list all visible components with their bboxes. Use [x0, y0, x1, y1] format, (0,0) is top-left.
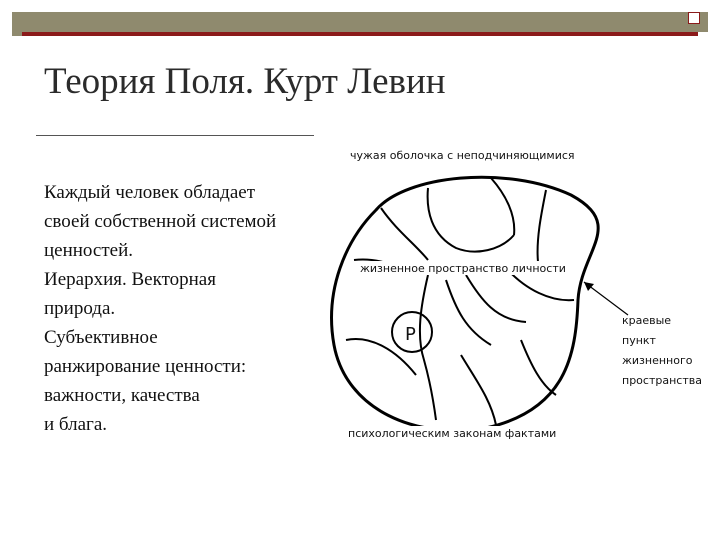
- label-psych-facts: психологическим законам фактами: [348, 427, 557, 440]
- region-line: [420, 275, 436, 420]
- top-accent-line: [22, 32, 698, 36]
- body-line: и блага.: [44, 414, 108, 435]
- corner-square-outline: [688, 12, 700, 24]
- slide-top-decoration: [0, 0, 720, 46]
- life-space-diagram: [316, 140, 706, 450]
- slide-title: Теория Поля. Курт Левин: [44, 61, 446, 102]
- body-line: природа.: [44, 298, 116, 319]
- region-line: [461, 355, 496, 425]
- label-alien-shell: чужая оболочка с неподчиняющимися: [350, 149, 575, 162]
- body-line: своей собственной системой: [44, 211, 277, 232]
- label-life-space: жизненное пространство личности: [360, 262, 566, 275]
- region-line: [491, 178, 514, 235]
- region-line: [428, 188, 514, 252]
- side-label-line: жизненного: [622, 354, 693, 367]
- label-boundary-points: [622, 314, 702, 387]
- life-space-boundary: [332, 177, 599, 430]
- body-line: важности, качества: [44, 385, 200, 406]
- person-label: P: [405, 324, 416, 345]
- arrow-head-icon: [584, 282, 594, 291]
- side-label-line: пространства: [622, 374, 702, 387]
- body-line: Субъективное: [44, 327, 158, 348]
- slide-body: [44, 178, 316, 439]
- side-label-line: краевые: [622, 314, 672, 327]
- region-line: [521, 340, 556, 395]
- region-line: [446, 280, 491, 345]
- body-line: ценностей.: [44, 240, 133, 261]
- body-line: Иерархия. Векторная: [44, 269, 216, 290]
- side-label-line: пункт: [622, 334, 656, 347]
- region-line: [466, 275, 526, 322]
- body-line: ранжирование ценности:: [44, 356, 247, 377]
- title-divider: [36, 135, 314, 136]
- region-line: [538, 190, 546, 262]
- body-line: Каждый человек обладает: [44, 182, 256, 203]
- region-line: [381, 208, 428, 260]
